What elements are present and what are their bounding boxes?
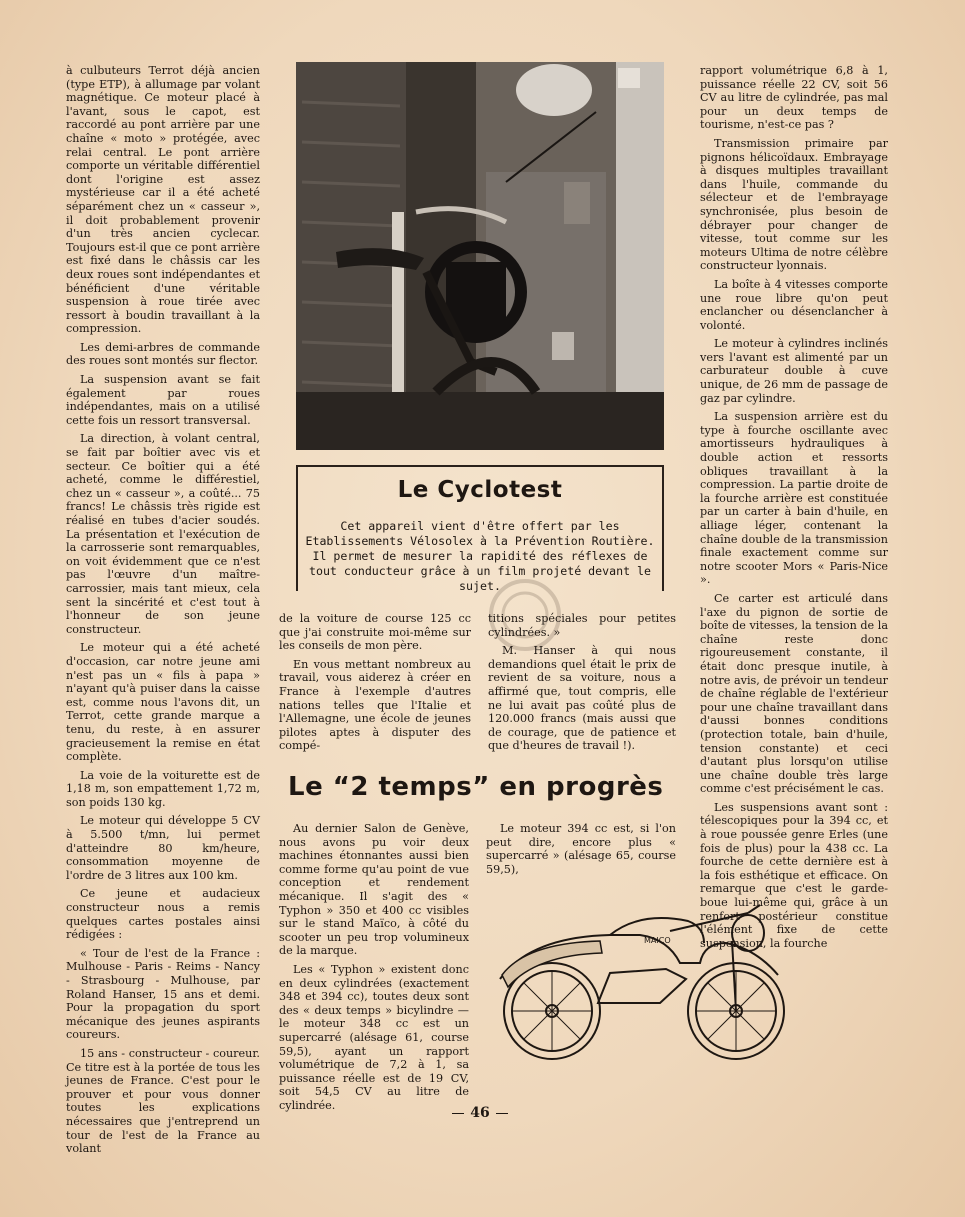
paragraph: La boîte à 4 vitesses comporte une roue libre qu'on peut enclancher ou désenclancher à volonté. xyxy=(700,277,888,332)
page-number-value: 46 xyxy=(470,1105,490,1121)
article-column-middle-b xyxy=(488,612,676,758)
article-column-middle-a xyxy=(279,612,471,758)
paragraph: à culbuteurs Terrot déjà ancien (type ETP), à allumage par volant magnétique. Ce moteur placé à l'avant, sous le capot, est raccordé au pont arrière par une chaîne « moto » protégée, avec relai central. Le pont arrière comporte un véritable différentiel dont l'origine est assez mystérieuse car il a été acheté séparément chez un « casseur », il doit probablement provenir d'un très ancien cyclecar. Toujours est-il que ce pont arrière est fixé dans le châssis car les deux roues sont indépendantes et bénéficient d'une véritable suspension à roue tirée avec ressort à boudin travaillant à la compression. xyxy=(66,64,260,336)
paragraph: 15 ans - constructeur - coureur. Ce titre est à la portée de tous les jeunes de France. C'est pour le prouver et pour vous donner toutes les explications nécessaires que j'entreprend un tour de l'est de la France au volant xyxy=(66,1046,260,1156)
paragraph: Les suspensions avant sont : télescopiques pour la 394 cc, et à roue poussée genre Erles (une fois de plus) pour la 438 cc. La fourche de cette dernière est à la fois esthétique et efficace. On remarque que c'est le garde-boue lui-même qui, grâce à un renfort postérieur constitue l'élément fixe de cette suspension, la fourche xyxy=(700,800,888,950)
paragraph: La suspension avant se fait également par roues indépendantes, mais on a utilisé cette fois un ressort transversal. xyxy=(66,373,260,427)
paragraph: La voie de la voiturette est de 1,18 m, son empattement 1,72 m, son poids 130 kg. xyxy=(66,768,260,809)
maico-typhon-illustration xyxy=(490,883,790,1073)
cyclotest-photo xyxy=(296,62,664,450)
page-number xyxy=(440,1105,520,1121)
moto-badge: MAICO xyxy=(644,936,671,945)
cyclotest-photo-image xyxy=(296,62,664,450)
paragraph: Ce carter est articulé dans l'axe du pignon de sortie de boîte de vitesses, la tension de la chaîne reste donc rigoureusement constante, il était donc presque inutile, à notre avis, de prévoir un tendeur de chaîne réglable de l'extérieur pour une chaîne travaillant dans d'aussi bonnes conditions (protection totale, bain d'huile, tension constante) et ceci d'autant plus lorsqu'on utilise une chaîne double très large comme c'est précisément le cas. xyxy=(700,591,889,796)
paragraph: Ce jeune et audacieux constructeur nous a remis quelques cartes postales ainsi rédigées : xyxy=(66,887,260,942)
article-headline: Le “2 temps” en progrès xyxy=(288,772,664,802)
paragraph: M. Hanser à qui nous demandions quel était le prix de revient de sa voiture, nous a affirmé que, tout compris, elle ne lui avait pas coûté plus de 120.000 francs (mais aussi que de courage, que de patience et que d'heures de travail !). xyxy=(488,644,676,753)
paragraph: Transmission primaire par pignons hélicoïdaux. Embrayage à disques multiples travaillant dans l'huile, commande du sélecteur et de l'embrayage synchronisée, plus besoin de débrayer pour changer de vitesse, tout comme sur les moteurs Ultima de notre célèbre constructeur lyonnais. xyxy=(700,136,888,273)
caption-title: Le Cyclotest xyxy=(397,477,563,503)
paragraph: Les « Typhon » existent donc en deux cylindrées (exactement 348 et 394 cc), toutes deux sont des « deux temps » bicylindre — le moteur 348 cc est un supercarré (alésage 61, course 59,5), ayant un rapport volumétrique de 7,2 à 1, sa puissance réelle est de 19 CV, soit 54,5 CV au litre de cylindrée. xyxy=(279,962,469,1112)
photo-caption-box xyxy=(296,465,664,591)
paragraph: Les demi-arbres de commande des roues sont montés sur flector. xyxy=(66,340,260,368)
caption-text: Cet appareil vient d'être offert par les Etablissements Vélosolex à la Prévention Routière. Il permet de mesurer la rapidité des réflexes de tout conducteur grâce à un film projeté devant le sujet. xyxy=(305,519,655,593)
paragraph: de la voiture de course 125 cc que j'ai construite moi-même sur les conseils de mon père. xyxy=(279,612,471,653)
article-column-right xyxy=(700,64,888,955)
article-column-middle-d xyxy=(486,822,676,881)
paragraph: Le moteur qui développe 5 CV à 5.500 t/mn, lui permet d'atteindre 80 km/heure, consommation moyenne de l'ordre de 3 litres aux 100 km. xyxy=(66,814,260,882)
paragraph: Au dernier Salon de Genève, nous avons pu voir deux machines étonnantes aussi bien comme forme qu'au point de vue conception et rendement mécanique. Il s'agit des « Typhon » 350 et 400 cc visibles sur le stand Maïco, à côté du scooter un peu trop volumineux de la marque. xyxy=(279,822,469,958)
paragraph: Le moteur à cylindres inclinés vers l'avant est alimenté par un carburateur double à cuve unique, de 26 mm de passage de gaz par cylindre. xyxy=(700,337,888,405)
paragraph: Le moteur 394 cc est, si l'on peut dire, encore plus « supercarré » (alésage 65, course 59,5), xyxy=(486,822,676,876)
article-column-left xyxy=(66,64,260,1161)
paragraph: titions spéciales pour petites cylindrées. » xyxy=(488,612,676,639)
paragraph: « Tour de l'est de la France : Mulhouse - Paris - Reims - Nancy - Strasbourg - Mulhouse, par Roland Hanser, 15 ans et demi. Pour la propagation du sport mécanique des jeunes aspirants coureurs. xyxy=(66,946,260,1042)
paragraph: Le moteur qui a été acheté d'occasion, car notre jeune ami n'est pas un « fils à papa » n'ayant qu'à puiser dans la caisse est, comme nous l'avons dit, un Terrot, cette grande marque a tenu, du reste, à en assurer gracieusement la remise en état complète. xyxy=(66,641,260,764)
paragraph: La direction, à volant central, se fait par boîtier avec vis et secteur. Ce boîtier qui a été acheté, comme le différestiel, chez un « casseur », a coûté... 75 francs! Le châssis très rigide est réalisé en tubes d'acier soudés. La présentation et l'exécution de la carrosserie sont remarquables, on voit évidemment que ce n'est pas l'œuvre d'un maître-carrossier, mais tant mieux, cela sent la sincérité et c'est tout à l'honneur de son jeune constructeur. xyxy=(66,432,260,636)
paragraph: rapport volumétrique 6,8 à 1, puissance réelle 22 CV, soit 56 CV au litre de cylindrée, pas mal pour un deux temps de tourisme, n'est-ce pas ? xyxy=(700,64,888,132)
paragraph: En vous mettant nombreux au travail, vous aiderez à créer en France à l'exemple d'autres nations telles que l'Italie et l'Allemagne, une école de jeunes pilotes aptes à disputer des compé- xyxy=(279,657,471,753)
paragraph: La suspension arrière est du type à fourche oscillante avec amortisseurs hydrauliques à double action et ressorts obliques travaillant à la compression. La partie droite de la fourche arrière est constituée par un carter à bain d'huile, en alliage léger, contenant la chaîne double de la transmission finale exactement comme sur notre scooter Mors « Paris-Nice ». xyxy=(700,410,888,587)
article-column-middle-c xyxy=(279,822,469,1117)
